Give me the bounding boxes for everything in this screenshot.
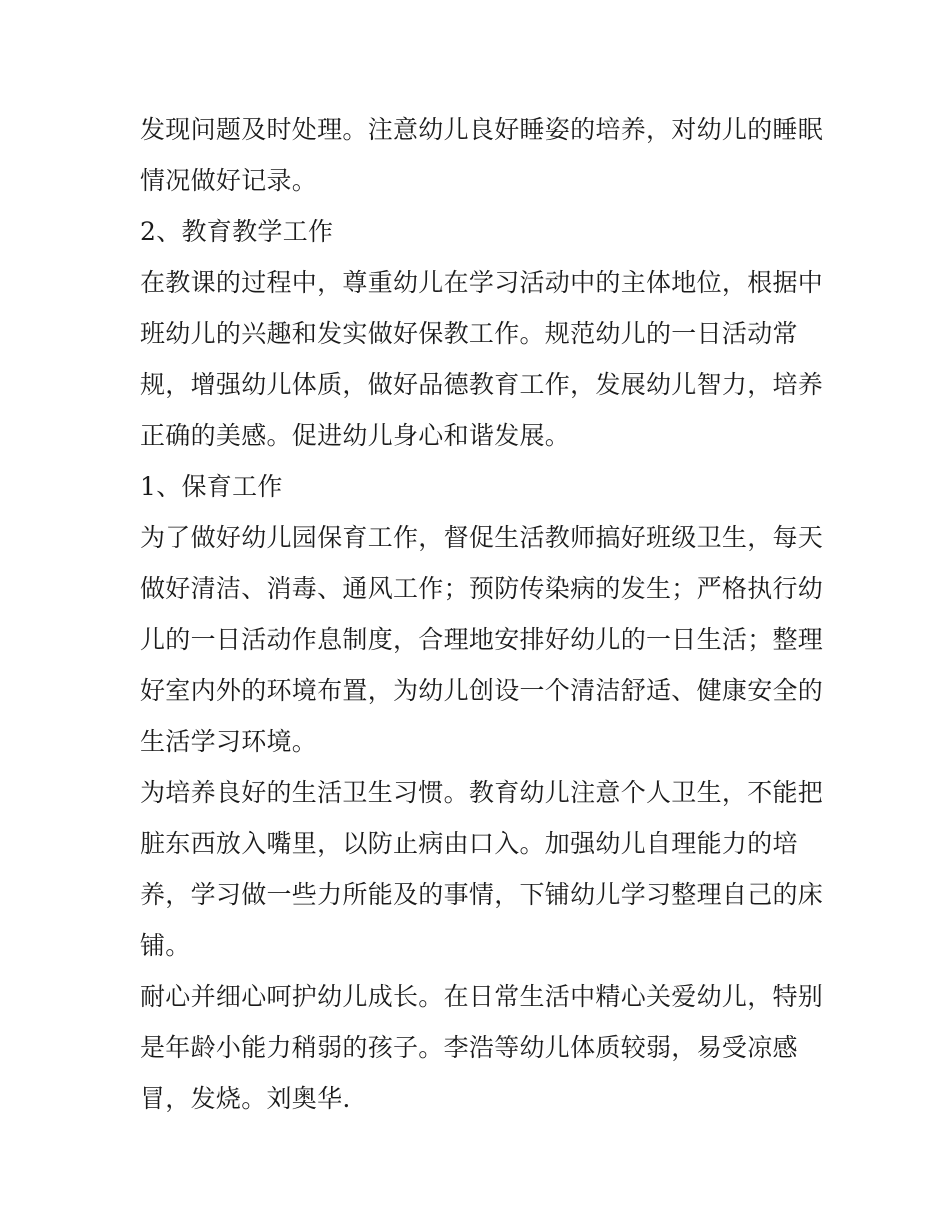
text-line: 情况做好记录。 bbox=[140, 166, 318, 195]
text-line: 冒，发烧。刘奥华. bbox=[140, 1084, 351, 1113]
section-heading: 2、教育教学工作 bbox=[140, 217, 334, 246]
text-line: 规，增强幼儿体质，做好品德教育工作，发展幼儿智力，培养 bbox=[140, 370, 824, 399]
text-line: 儿的一日活动作息制度，合理地安排好幼儿的一日生活；整理 bbox=[140, 625, 824, 654]
text-line: 养，学习做一些力所能及的事情，下铺幼儿学习整理自己的床 bbox=[140, 880, 824, 909]
text-line: 为了做好幼儿园保育工作，督促生活教师搞好班级卫生，每天 bbox=[140, 523, 824, 552]
text-line: 班幼儿的兴趣和发实做好保教工作。规范幼儿的一日活动常 bbox=[140, 319, 798, 348]
text-line: 正确的美感。促进幼儿身心和谐发展。 bbox=[140, 421, 571, 450]
text-line: 好室内外的环境布置，为幼儿创设一个清洁舒适、健康安全的 bbox=[140, 676, 824, 705]
document-body bbox=[140, 104, 824, 1124]
text-line: 铺。 bbox=[140, 931, 191, 960]
text-line: 生活学习环境。 bbox=[140, 727, 318, 756]
section-heading: 1、保育工作 bbox=[140, 472, 283, 501]
text-line: 做好清洁、消毒、通风工作；预防传染病的发生；严格执行幼 bbox=[140, 574, 824, 603]
text-line: 在教课的过程中，尊重幼儿在学习活动中的主体地位，根据中 bbox=[140, 268, 824, 297]
text-line: 脏东西放入嘴里，以防止病由口入。加强幼儿自理能力的培 bbox=[140, 829, 798, 858]
text-line: 发现问题及时处理。注意幼儿良好睡姿的培养，对幼儿的睡眠 bbox=[140, 115, 824, 144]
text-line: 耐心并细心呵护幼儿成长。在日常生活中精心关爱幼儿，特别 bbox=[140, 982, 824, 1011]
text-line: 为培养良好的生活卫生习惯。教育幼儿注意个人卫生，不能把 bbox=[140, 778, 824, 807]
text-line: 是年龄小能力稍弱的孩子。李浩等幼儿体质较弱，易受凉感 bbox=[140, 1033, 798, 1062]
